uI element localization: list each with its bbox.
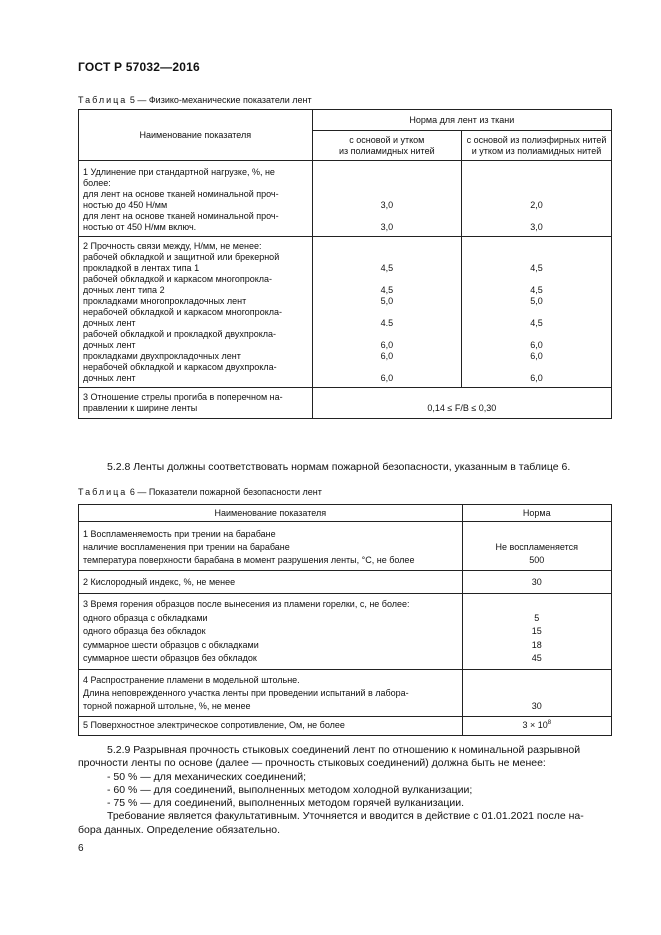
table5-header-col-b-line2: и утком из полиамидных нитей [471, 145, 602, 156]
table5-row2-line: дочных лент типа 2 [83, 285, 165, 295]
table5-caption [78, 95, 312, 105]
table6-row1-name [79, 522, 463, 571]
table5-row1-col-b [462, 161, 612, 237]
table5-header-col-a [312, 131, 461, 161]
table6-value: 30 [531, 700, 542, 711]
table6-row1-line: наличие воспламенения при трении на барабане [83, 542, 290, 552]
table5-value: 6,0 [380, 373, 394, 383]
table5-row1-line: 1 Удлинение при стандартной нагрузке, %, не [83, 167, 275, 177]
table6-row1-line: 1 Воспламеняемость при трении на барабане [83, 529, 276, 539]
table5-row2-line: дочных лент [83, 373, 136, 383]
table5-value: 3,0 [530, 222, 543, 232]
table6-row5-name: 5 Поверхностное электрическое сопротивление, Ом, не более [79, 716, 463, 735]
table5-row1-line: более: [83, 178, 111, 188]
table6-row-oxygen-index [79, 571, 612, 594]
table5-header-col-b-line1: с основой из полиэфирных нитей [466, 134, 607, 145]
table6-value-base: 3 × 10 [522, 720, 548, 730]
table5-row-bond-strength [79, 237, 612, 388]
table5-value: 5,0 [530, 296, 543, 306]
paragraph-line: прочности ленты по основе (далее — прочность стыковых соединений) должна быть не менее: [78, 757, 546, 770]
table6-row-flammability [79, 522, 612, 571]
table5-row2-col-b [462, 237, 612, 388]
table5-row1-line: для лент на основе тканей номинальной проч- [83, 211, 279, 221]
table5-row-elongation [79, 161, 612, 237]
table6-row2-norm: 30 [462, 571, 611, 594]
page-number: 6 [78, 843, 84, 854]
table5-row2-col-a [312, 237, 461, 388]
table6-caption-label: Таблица [78, 487, 128, 497]
table6-row3-line: одного образца с обкладками [83, 612, 208, 623]
table5-value: 4,5 [530, 263, 543, 273]
table5 [78, 109, 612, 419]
paragraph-line: 5.2.9 Разрывная прочность стыковых соединений лент по отношению к номинальной разрывной [107, 744, 581, 756]
table6-row3-norm [462, 594, 611, 670]
table6 [78, 504, 612, 736]
table6-row3-line: суммарное шести образцов без обкладок [83, 653, 257, 663]
table5-value: 4,5 [380, 285, 394, 295]
table6-row-burning-time [79, 594, 612, 670]
table5-row2-line: нерабочей обкладкой и каркасом двухпрокла- [83, 362, 277, 372]
table5-header-group: Норма для лент из ткани [312, 110, 611, 131]
table5-row2-line: рабочей обкладкой и каркасом многопрокла- [83, 274, 273, 284]
table6-value: 15 [531, 626, 542, 636]
table5-value: 6,0 [530, 351, 543, 361]
table5-row2-line: дочных лент [83, 340, 136, 350]
table5-value: 6,0 [530, 340, 543, 350]
table5-row3-line: правлении к ширине ленты [83, 403, 198, 413]
table5-value: 6,0 [380, 351, 394, 361]
table6-row4-norm [462, 669, 611, 716]
table5-row2-name [79, 237, 313, 388]
table5-value: 4.5 [380, 318, 394, 328]
table6-row2-name: 2 Кислородный индекс, %, не менее [79, 571, 463, 594]
table5-caption-label: Таблица [78, 95, 128, 105]
table5-value: 3,0 [380, 200, 394, 210]
table5-value: 5,0 [380, 296, 394, 306]
table6-value: 500 [529, 555, 545, 565]
table5-header-name: Наименование показателя [79, 110, 313, 161]
paragraph-5-2-8: 5.2.8 Ленты должны соответствовать нормам пожарной безопасности, указанным в таблице 6. [107, 461, 571, 473]
table5-value: 4,5 [530, 285, 543, 295]
table5-row2-line: 2 Прочность связи между, Н/мм, не менее: [83, 241, 262, 251]
table6-value: Не воспламеняется [495, 542, 579, 552]
table6-row4-name [79, 669, 463, 716]
table5-caption-text: 5 — Физико-механические показатели лент [129, 95, 312, 105]
table6-row3-line: 3 Время горения образцов после вынесения из пламени горелки, с, не более: [83, 599, 410, 609]
paragraph-line: Требование является факультативным. Уточняется и вводится в действие с 01.01.2021 после на- [107, 810, 584, 823]
table5-row2-line: дочных лент [83, 318, 136, 328]
table5-row1-line: ностью до 450 Н/мм [83, 200, 168, 210]
table5-row3-line: 3 Отношение стрелы прогиба в поперечном на- [83, 392, 283, 402]
table5-row1-line: ностью от 450 Н/мм включ. [83, 222, 197, 232]
table5-value: 6,0 [530, 373, 543, 383]
table6-caption-text: 6 — Показатели пожарной безопасности лент [129, 487, 322, 497]
table6-header-name: Наименование показателя [79, 505, 463, 522]
table5-row2-line: рабочей обкладкой и прокладкой двухпрокла- [83, 329, 277, 339]
table6-caption [78, 487, 322, 497]
table6-value: 45 [531, 653, 542, 663]
table6-row4-line: 4 Распространение пламени в модельной штольне. [83, 674, 300, 685]
table5-value: 6,0 [380, 340, 394, 350]
table6-row1-line: температура поверхности барабана в момент разрушения ленты, °С, не более [83, 555, 415, 565]
list-item: - 75 % — для соединений, выполненных методом горячей вулканизации. [107, 797, 465, 810]
paragraph-line: бора данных. Определение обязательно. [78, 823, 281, 836]
table5-header-col-b [462, 131, 612, 161]
table5-row3-value: 0,14 ≤ F/B ≤ 0,30 [312, 388, 611, 419]
table5-header-col-a-line1: с основой и утком [349, 134, 425, 145]
table6-row3-line: суммарное шести образцов с обкладками [83, 639, 259, 650]
table6-row4-line: торной пожарной штольне, %, не менее [83, 700, 251, 711]
table6-row-surface-resistance [79, 716, 612, 735]
table6-row1-norm [462, 522, 611, 571]
table5-row1-line: для лент на основе тканей номинальной проч- [83, 189, 279, 199]
table6-row-flame-spread [79, 669, 612, 716]
table5-row1-col-a [312, 161, 461, 237]
table6-row4-line: Длина неповрежденного участка ленты при проведении испытаний в лабора- [83, 687, 409, 698]
table5-value: 2,0 [530, 200, 543, 210]
table6-value: 5 [534, 612, 540, 623]
table5-row1-name [79, 161, 313, 237]
table5-row3-name [79, 388, 313, 419]
paragraph-5-2-9 [78, 744, 612, 837]
table5-row2-line: прокладками двухпрокладочных лент [83, 351, 241, 361]
table5-row-deflection-ratio [79, 388, 612, 419]
table5-row2-line: прокладкой в лентах типа 1 [83, 263, 200, 273]
table6-row3-name [79, 594, 463, 670]
table5-row2-line: рабочей обкладкой и защитной или брекерной [83, 252, 280, 262]
table5-row2-line: прокладками многопрокладочных лент [83, 296, 247, 306]
table6-row5-norm [462, 716, 611, 735]
list-item: - 50 % — для механических соединений; [107, 770, 307, 783]
table6-value-exponent: 8 [547, 720, 552, 726]
table6-header-norm: Норма [462, 505, 611, 522]
table6-row3-line: одного образца без обкладок [83, 626, 206, 636]
table5-value: 4,5 [530, 318, 543, 328]
table5-row2-line: нерабочей обкладкой и каркасом многопрокла- [83, 307, 282, 317]
document-code-header: ГОСТ Р 57032—2016 [78, 60, 200, 74]
table5-value: 4,5 [380, 263, 394, 273]
list-item: - 60 % — для соединений, выполненных методом холодной вулканизации; [107, 783, 473, 796]
table6-value: 18 [531, 639, 542, 650]
table5-value: 3,0 [380, 222, 394, 232]
table5-header-col-a-line2: из полиамидных нитей [339, 145, 435, 156]
